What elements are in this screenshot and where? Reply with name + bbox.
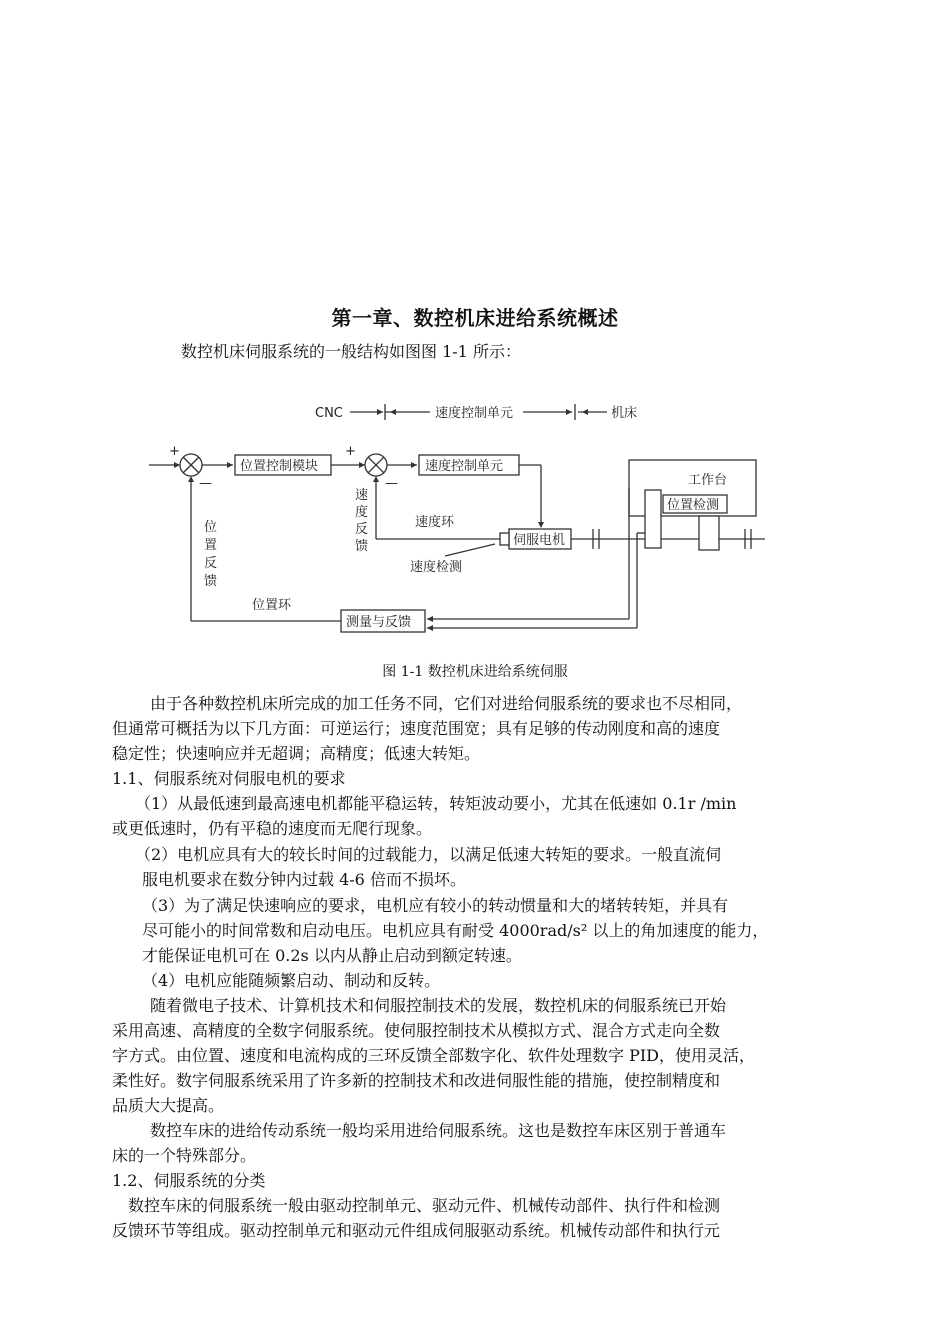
servo-motor-label: 伺服电机: [513, 533, 566, 548]
speed-detect-label: 速度检测: [410, 560, 463, 575]
minus-sign-1: —: [199, 476, 212, 491]
figure-caption: 图 1-1 数控机床进给系统伺服: [382, 664, 568, 680]
paragraph-line: （4）电机应能随频繁启动、制动和反转。: [142, 971, 441, 990]
paragraph-line: 或更低速时，仍有平稳的速度而无爬行现象。: [112, 819, 433, 838]
paragraph-line: 才能保证电机可在 0.2s 以内从静止启动到额定转速。: [142, 946, 522, 965]
workbench-label: 工作台: [688, 473, 728, 488]
speed-feedback-char-4: 馈: [355, 539, 369, 554]
paragraph-line: 采用高速、高精度的全数字伺服系统。使伺服控制技术从模拟方式、混合方式走向全数: [112, 1021, 721, 1040]
chapter-title: 第一章、数控机床进给系统概述: [331, 306, 619, 330]
paragraph-line: 但通常可概括为以下几方面：可逆运行；速度范围宽；具有足够的传动刚度和高的速度: [112, 719, 721, 738]
intro-text: 数控机床伺服系统的一般结构如图图 1-1 所示：: [181, 342, 521, 361]
plus-sign-2: +: [345, 444, 356, 459]
position-detect-label: 位置检测: [667, 498, 720, 513]
paragraph-line: 字方式。由位置、速度和电流构成的三环反馈全部数字化、软件处理数字 PID，使用灵活，: [112, 1046, 756, 1065]
position-control-module-label: 位置控制模块: [240, 459, 319, 474]
position-feedback-char-3: 反: [204, 556, 218, 571]
paragraph-line: 床的一个特殊部分。: [112, 1146, 257, 1165]
paragraph-line: 数控车床的进给传动系统一般均采用进给伺服系统。这也是数控车床区别于普通车: [150, 1121, 727, 1140]
speed-feedback-char-1: 速: [355, 488, 369, 503]
paragraph-line: 尽可能小的时间常数和启动电压。电机应具有耐受 4000rad/s² 以上的角加速度的能力，: [142, 921, 769, 940]
paragraph-line: 柔性好。数字伺服系统采用了许多新的控制技术和改进伺服性能的措施，使控制精度和: [112, 1071, 721, 1090]
paragraph-line: 品质大大提高。: [112, 1096, 225, 1115]
position-feedback-char-1: 位: [204, 520, 218, 535]
section-heading: 1.1、伺服系统对伺服电机的要求: [112, 769, 346, 788]
servo-system-diagram: [145, 388, 785, 650]
diagram-label-speed-unit-top: 速度控制单元: [435, 406, 514, 421]
position-loop-label: 位置环: [252, 598, 292, 613]
paragraph-line: 数控车床的伺服系统一般由驱动控制单元、驱动元件、机械传动部件、执行件和检测: [128, 1196, 721, 1215]
paragraph-line: （2）电机应具有大的较长时间的过载能力，以满足低速大转矩的要求。一般直流伺: [135, 845, 722, 864]
minus-sign-2: —: [385, 476, 398, 491]
speed-control-unit-label: 速度控制单元: [425, 459, 504, 474]
paragraph-line: 随着微电子技术、计算机技术和伺服控制技术的发展，数控机床的伺服系统已开始: [150, 996, 727, 1015]
plus-sign-1: +: [169, 444, 180, 459]
paragraph-line: 由于各种数控机床所完成的加工任务不同，它们对进给伺服系统的要求也不尽相同，: [150, 694, 743, 713]
position-feedback-char-4: 馈: [204, 574, 218, 589]
paragraph-line: （3）为了满足快速响应的要求，电机应有较小的转动惯量和大的堵转转矩，并具有: [142, 896, 729, 915]
paragraph-line: 稳定性；快速响应并无超调；高精度；低速大转矩。: [112, 744, 481, 763]
paragraph-line: （1）从最低速到最高速电机都能平稳运转，转矩波动要小，尤其在低速如 0.1r /min: [135, 794, 737, 813]
diagram-label-machine: 机床: [611, 406, 638, 421]
position-feedback-char-2: 置: [204, 538, 218, 553]
speed-loop-label: 速度环: [415, 515, 455, 530]
speed-feedback-char-2: 度: [355, 505, 369, 520]
paragraph-line: 反馈环节等组成。驱动控制单元和驱动元件组成伺服驱动系统。机械传动部件和执行元: [112, 1221, 721, 1240]
section-heading: 1.2、伺服系统的分类: [112, 1171, 266, 1190]
measure-feedback-label: 测量与反馈: [346, 615, 412, 630]
paragraph-line: 服电机要求在数分钟内过载 4-6 倍而不损坏。: [142, 870, 466, 889]
diagram-label-cnc: CNC: [315, 406, 343, 421]
speed-feedback-char-3: 反: [355, 522, 369, 537]
